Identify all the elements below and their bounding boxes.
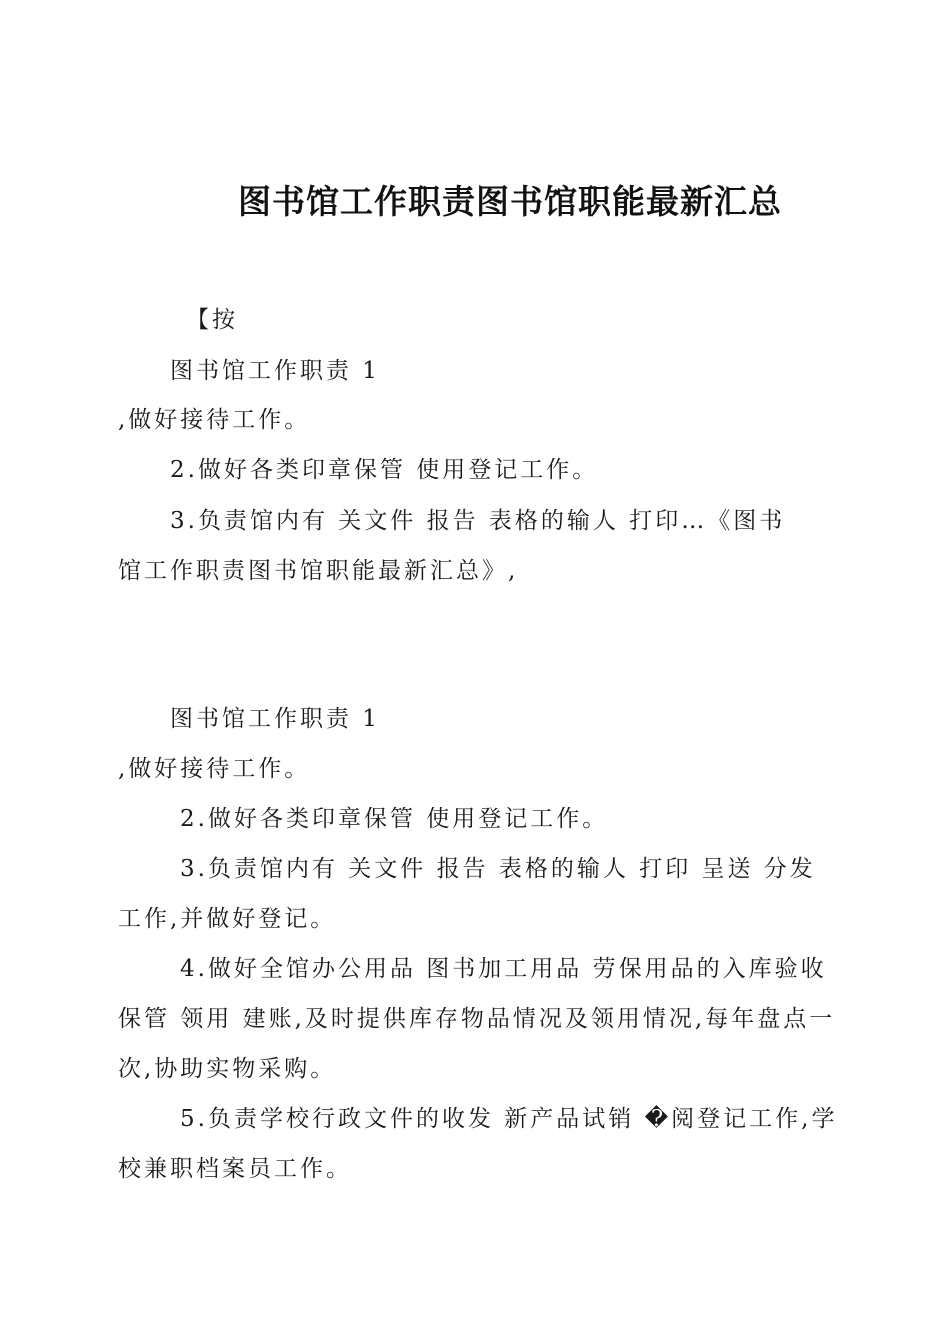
body-item-5b: 校兼职档案员工作。 <box>118 1156 352 1182</box>
document-title: 图书馆工作职责图书馆职能最新汇总 <box>238 182 782 221</box>
intro-line-1: ,做好接待工作。 <box>118 407 311 433</box>
body-heading: 图书馆工作职责 1 <box>170 706 380 732</box>
intro-heading: 图书馆工作职责 1 <box>170 358 380 384</box>
body-item-5a: 5.负责学校行政文件的收发 新产品试销 �阅登记工作,学 <box>180 1106 838 1132</box>
intro-line-3: 3.负责馆内有 关文件 报告 表格的输人 打印…《图书 <box>170 508 786 534</box>
intro-line-2: 2.做好各类印章保管 使用登记工作。 <box>170 457 599 483</box>
body-item-3a: 3.负责馆内有 关文件 报告 表格的输人 打印 呈送 分发 <box>180 856 816 882</box>
body-item-4c: 次,协助实物采购。 <box>118 1056 337 1082</box>
body-item-2: 2.做好各类印章保管 使用登记工作。 <box>180 806 609 832</box>
body-item-4b: 保管 领用 建账,及时提供库存物品情况及领用情况,每年盘点一 <box>118 1006 836 1032</box>
intro-line-4: 馆工作职责图书馆职能最新汇总》, <box>118 558 519 584</box>
body-item-4a: 4.做好全馆办公用品 图书加工用品 劳保用品的入库验收 <box>180 956 827 982</box>
body-line-1: ,做好接待工作。 <box>118 756 311 782</box>
intro-bracket: 【按 <box>186 307 238 333</box>
body-item-3b: 工作,并做好登记。 <box>118 906 337 932</box>
